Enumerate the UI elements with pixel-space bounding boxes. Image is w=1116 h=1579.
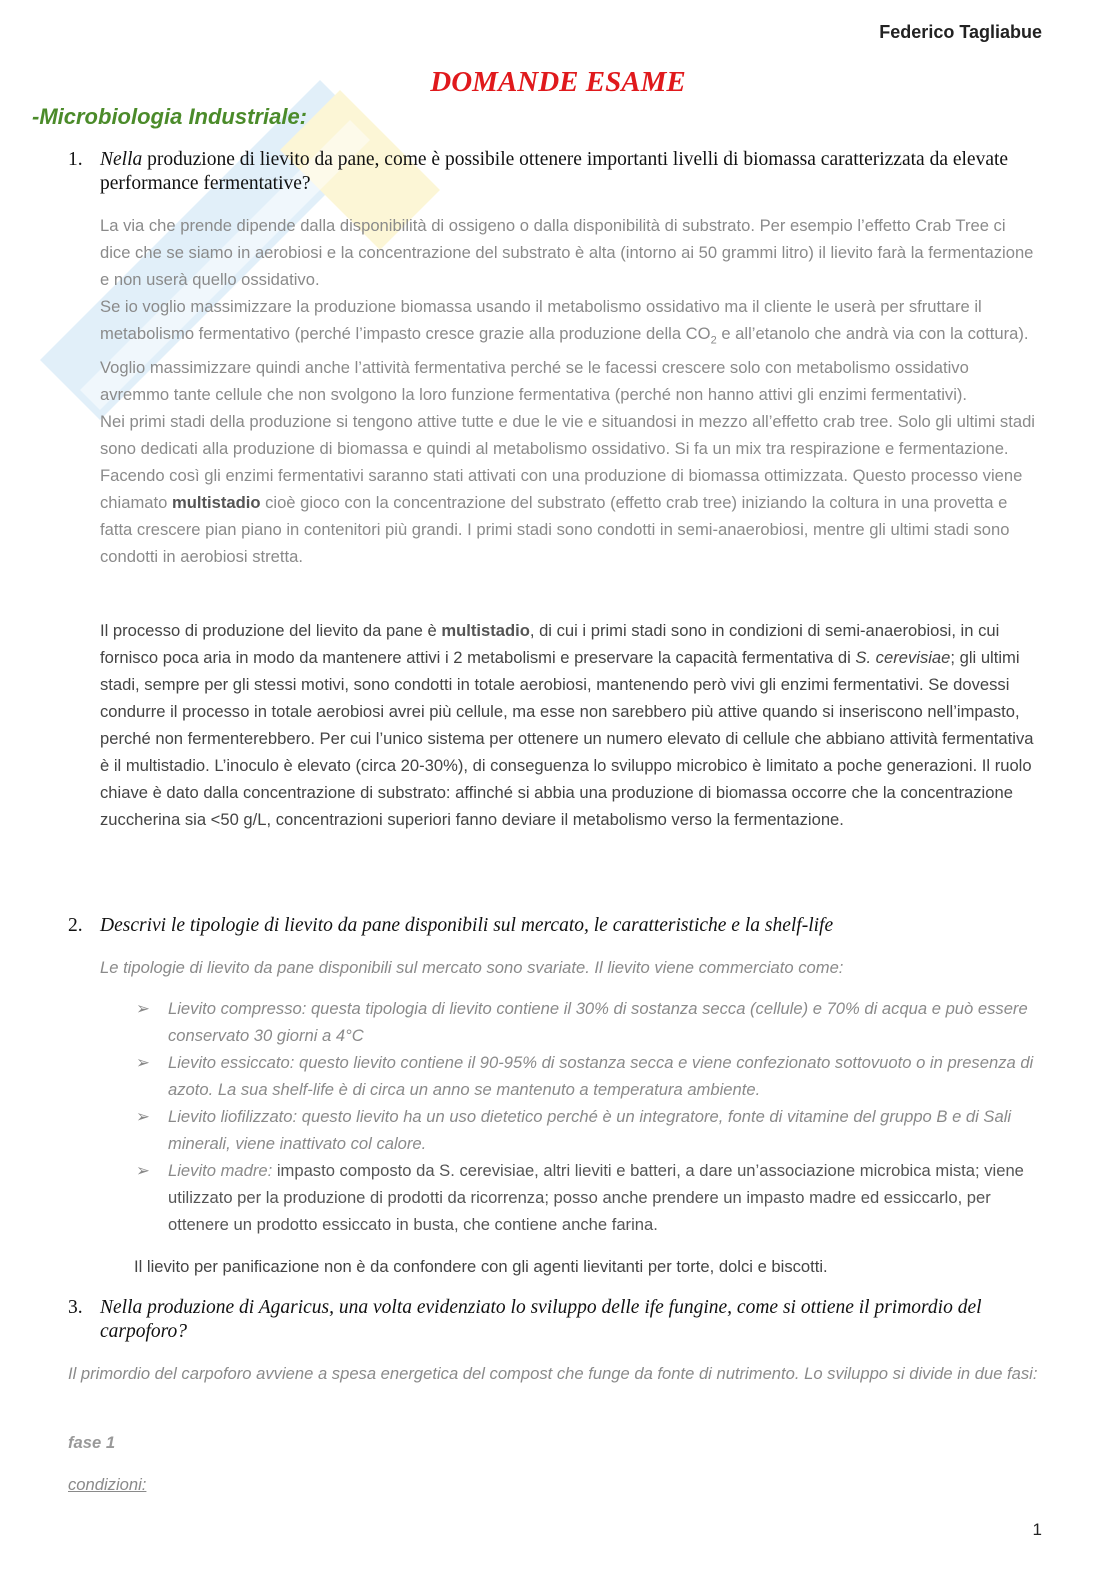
arrow-bullet-icon: ➢ [136, 1107, 150, 1126]
question-number: 2. [68, 915, 83, 936]
arrow-bullet-icon: ➢ [136, 1161, 150, 1180]
question-text: produzione di lievito da pane, come è possibile ottenere importanti livelli di biomassa caratterizzata da elevate performance fermentative? [100, 149, 1009, 194]
list-item: ➢ Lievito madre: impasto composto da S. cerevisiae, altri lieviti e batteri, a dare un’associazione microbica mista; viene utilizzato per la produzione di prodotti da ricorrenza; posso anche prendere un impasto madre ed essiccarlo, per ottenere un prodotto essiccato in busta, che contiene anche farina. [136, 1157, 1041, 1238]
phase-label: fase 1 [68, 1433, 116, 1452]
document-title: DOMANDE ESAME [430, 66, 686, 98]
answer-1-paragraph-2: Il processo di produzione del lievito da pane è multistadio, di cui i primi stadi sono in condizioni di semi-anaerobiosi, in cui fornisco poca aria in modo da mantenere attivi i 2 metabolismi e preservare la capacità fermentativa di S. cerevisiae; gli ultimi stadi, sempre per gli stessi motivi, sono condotti in totale aerobiosi, mantenendo però vivi gli enzimi fermentativi. Se dovessi condurre il processo in totale aerobiosi avrei più cellule, ma esse non sarebbero più attive quando si inseriscono nell’impasto, perché non fermenterebbero. Per cui l’unico sistema per ottenere un numero elevato di cellule che abbiano attività fermentativa è il multistadio. L’inoculo è elevato (circa 20-30%), di conseguenza lo sviluppo microbico è limitato a poche generazioni. Il ruolo chiave è dato dalla concentrazione di substrato: affinché si abbia una produzione di biomassa occorre che la concentrazione zuccherina sia <50 g/L, concentrazioni superiori fanno deviare il metabolismo verso la fermentazione. [100, 621, 1034, 829]
answer-3-intro: Il primordio del carpoforo avviene a spesa energetica del compost che funge da fonte di nutrimento. Lo sviluppo si divide in due fasi: [68, 1364, 1038, 1383]
conditions-label: condizioni: [68, 1475, 147, 1494]
answer-2-intro: Le tipologie di lievito da pane disponibili sul mercato sono svariate. Il lievito viene commerciato come: [100, 958, 844, 977]
answer-1-paragraph-1: La via che prende dipende dalla disponibilità di ossigeno o dalla disponibilità di substrato. Per esempio l’effetto Crab Tree ci dice che se siamo in aerobiosi e la concentrazione del substrato è alta (intorno ai 50 grammi litro) il lievito farà la fermentazione e non userà quello ossidativo. Se io voglio massimizzare la produzione biomassa usando il metabolismo ossidativo ma il cliente le userà per sfruttare il metabolismo fermentativo (perché l’impasto cresce grazie alla produzione della $CO_2$ e all’etanolo che andrà via con la cottura). Voglio massimizzare quindi anche l’attività fermentativa perché se le facessi crescere solo con metabolismo ossidativo avremmo tante cellule che non svolgono la loro funzione fermentativa (perché non hanno attivi gli enzimi fermentativi). Nei primi stadi della produzione si tengono attive tutte e due le vie e situandosi in mezzo all’effetto crab tree. Solo gli ultimi stadi sono dedicati alla produzione di biomassa e quindi al metabolismo ossidativo. Si fa un mix tra respirazione e fermentazione. Facendo così gli enzimi fermentativi saranno stati attivati con una produzione di biomassa ottimizzata. Questo processo viene chiamato multistadio cioè gioco con la concentrazione del substrato (effetto crab tree) iniziando la coltura in una provetta e fatta crescere pian piano in contenitori più grandi. I primi stadi sono condotti in semi-anaerobiosi, mentre gli ultimi stadi sono condotti in aerobiosi stretta. [100, 216, 1035, 567]
question-1 [68, 148, 1048, 196]
list-item: ➢ Lievito liofilizzato: questo lievito ha un uso dietetico perché è un integratore, fonte di vitamine del gruppo B e di Sali minerali, viene inattivato col calore. [136, 1103, 1041, 1157]
list-item: ➢ Lievito compresso: questa tipologia di lievito contiene il 30% di sostanza secca (cellule) e 70% di acqua e può essere conservato 30 giorni a 4°C [136, 995, 1041, 1049]
arrow-bullet-icon: ➢ [136, 1053, 150, 1072]
question-text: Descrivi le tipologie di lievito da pane disponibili sul mercato, le caratteristiche e la shelf-life [100, 915, 834, 936]
author-name: Federico Tagliabue [879, 22, 1042, 42]
question-text-italic: Nella [100, 149, 143, 170]
yeast-types-list [136, 995, 1041, 1238]
question-3 [68, 1296, 1048, 1344]
question-text: Nella produzione di Agaricus, una volta evidenziato lo sviluppo delle ife fungine, come si ottiene il primordio del carpoforo? [100, 1297, 982, 1342]
answer-2-note: Il lievito per panificazione non è da confondere con gli agenti lievitanti per torte, dolci e biscotti. [134, 1257, 828, 1276]
page-number: 1 [1032, 1520, 1042, 1539]
question-2 [68, 914, 1048, 938]
question-number: 1. [68, 149, 83, 170]
list-item: ➢ Lievito essiccato: questo lievito contiene il 90-95% di sostanza secca e viene confezionato sottovuoto o in presenza di azoto. La sua shelf-life è di circa un anno se mantenuto a temperatura ambiente. [136, 1049, 1041, 1103]
section-title: -Microbiologia Industriale: [32, 104, 308, 129]
question-number: 3. [68, 1297, 83, 1318]
arrow-bullet-icon: ➢ [136, 999, 150, 1018]
